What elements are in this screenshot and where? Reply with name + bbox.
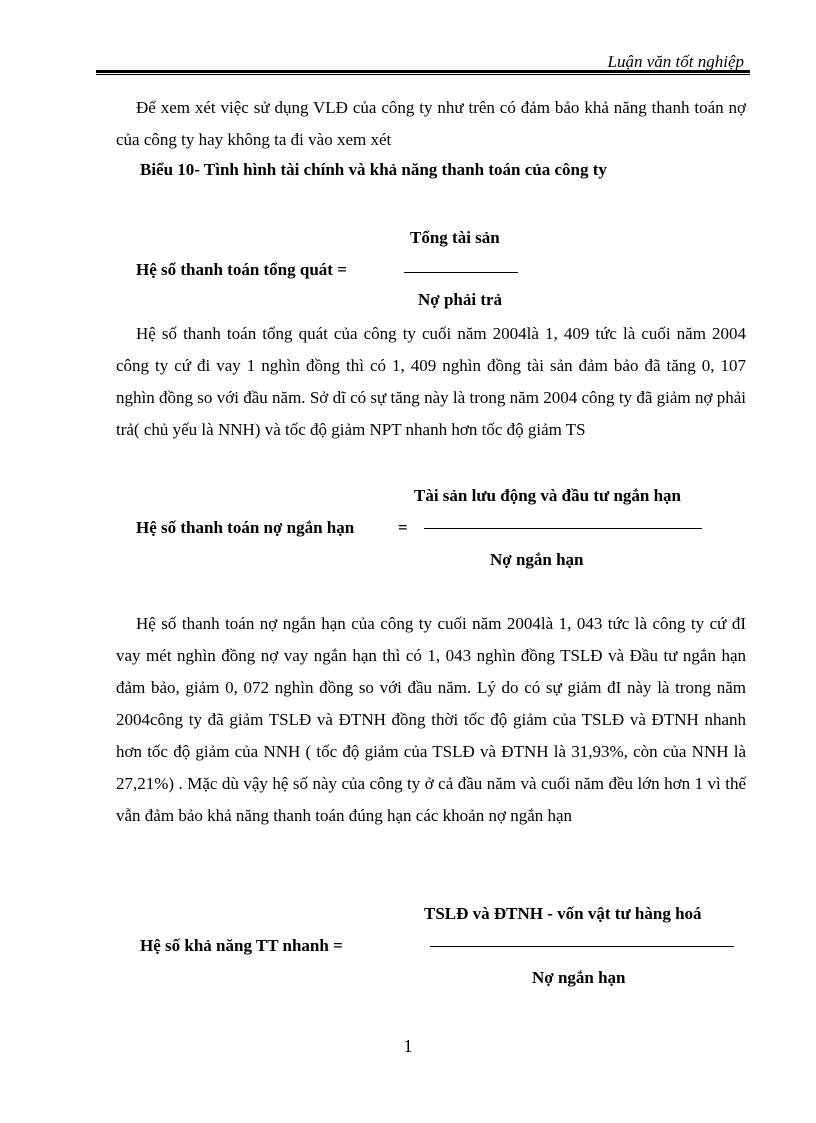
formula2-numerator: Tài sản lưu động và đầu tư ngắn hạn bbox=[414, 486, 682, 505]
header-rule-thin bbox=[96, 74, 750, 75]
formula2-label: Hệ số thanh toán nợ ngắn hạn bbox=[136, 518, 355, 537]
page-number: 1 bbox=[403, 1036, 413, 1056]
formula1-numerator: Tổng tài sản bbox=[410, 228, 500, 247]
formula3-label: Hệ số khả năng TT nhanh = bbox=[140, 936, 343, 955]
formula2-denominator: Nợ ngắn hạn bbox=[490, 550, 584, 569]
formula1-fraction-bar bbox=[404, 272, 518, 273]
formula3-denominator: Nợ ngắn hạn bbox=[532, 968, 626, 987]
page-header bbox=[96, 46, 750, 70]
header-rule bbox=[96, 70, 750, 73]
header-title: Luận văn tốt nghiệp bbox=[607, 52, 744, 71]
formula3-numerator: TSLĐ và ĐTNH - vốn vật tư hàng hoá bbox=[424, 904, 702, 923]
formula2-equals: = bbox=[398, 518, 408, 537]
intro-paragraph: Để xem xét việc sử dụng VLĐ của công ty như trên có đảm bảo khả năng thanh toán nợ của công ty hay không ta đi vào xem xét bbox=[116, 98, 746, 149]
formula3-fraction-bar bbox=[430, 946, 734, 947]
formula1-label: Hệ số thanh toán tổng quát = bbox=[136, 260, 347, 279]
table-caption: Biểu 10- Tình hình tài chính và khả năng thanh toán của công ty bbox=[140, 160, 607, 179]
paragraph-1: Hệ số thanh toán tổng quát của công ty cuối năm 2004là 1, 409 tức là cuối năm 2004 công ty cứ đi vay 1 nghìn đồng thì có 1, 409 nghìn đồng tài sản đảm bảo đã tăng 0, 107 nghìn đồng so với đầu năm. Sở dĩ có sự tăng này là trong năm 2004 công ty đã giảm nợ phải trả( chủ yếu là NNH) và tốc độ giảm NPT nhanh hơn tốc độ giảm TS bbox=[116, 324, 746, 439]
paragraph-2: Hệ số thanh toán nợ ngắn hạn của công ty cuối năm 2004là 1, 043 tức là công ty cứ đI vay mét nghìn đồng nợ vay ngắn hạn thì có 1, 043 nghìn đồng TSLĐ và Đầu tư ngắn hạn đảm bảo, giảm 0, 072 nghìn đồng so với đầu năm. Lý do có sự giảm đI này là trong năm 2004công ty đã giảm TSLĐ và ĐTNH đồng thời tốc độ giảm của TSLĐ và ĐTNH nhanh hơn tốc độ giảm của NNH ( tốc độ giảm của TSLĐ và ĐTNH là 31,93%, còn của NNH là 27,21%) . Mặc dù vậy hệ số này của công ty ở cả đầu năm và cuối năm đều lớn hơn 1 vì thế vẫn đảm bảo khả năng thanh toán đúng hạn các khoản nợ ngắn hạn bbox=[116, 614, 746, 825]
formula2-fraction-bar bbox=[424, 528, 702, 529]
formula1-denominator: Nợ phải trả bbox=[418, 290, 503, 309]
